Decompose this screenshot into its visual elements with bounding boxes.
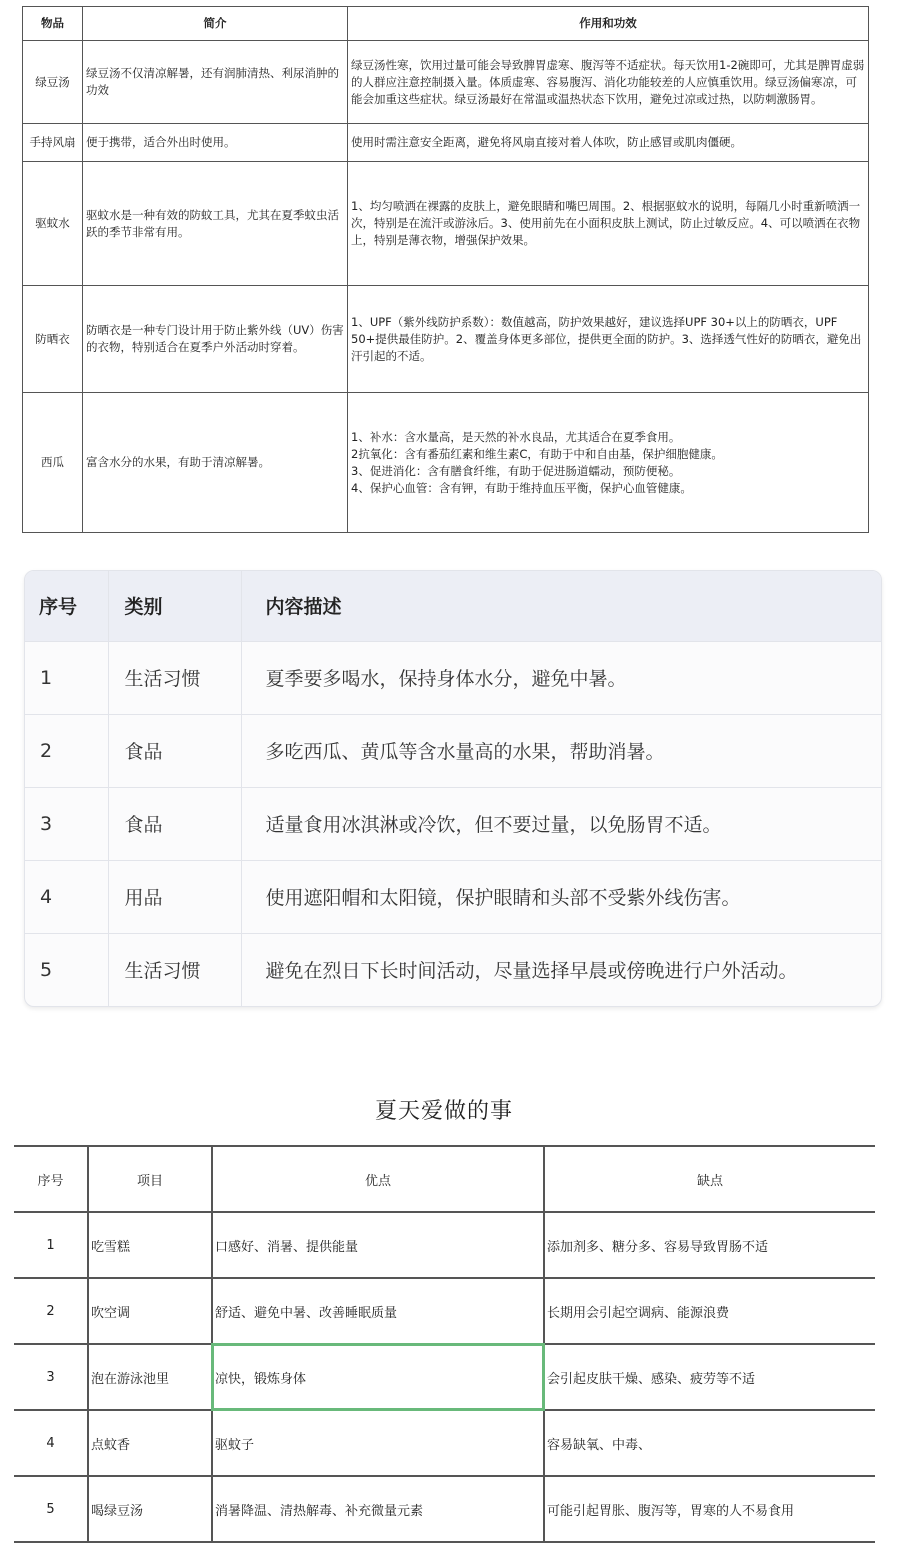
- table-row: [25, 787, 881, 860]
- item-name[interactable]: 防晒衣: [23, 286, 83, 393]
- items-table: [22, 6, 869, 533]
- row-activity[interactable]: 点蚊香: [88, 1410, 212, 1476]
- selected-cell-pros[interactable]: 凉快，锻炼身体: [212, 1344, 544, 1410]
- row-activity[interactable]: 吃雪糕: [88, 1212, 212, 1278]
- row-number[interactable]: 4: [25, 860, 108, 933]
- row-activity[interactable]: 喝绿豆汤: [88, 1476, 212, 1542]
- table-header-row: [25, 571, 881, 641]
- item-effect[interactable]: [348, 162, 869, 286]
- tips-table-card: [24, 570, 882, 1007]
- table-row: [25, 933, 881, 1006]
- row-number[interactable]: 4: [14, 1410, 88, 1476]
- row-description[interactable]: 避免在烈日下长时间活动，尽量选择早晨或傍晚进行户外活动。: [241, 933, 881, 1006]
- item-intro[interactable]: 富含水分的水果，有助于清凉解暑。: [83, 393, 348, 533]
- column-header-number: 序号: [14, 1146, 88, 1212]
- row-pros[interactable]: 舒适、避免中暑、改善睡眠质量: [212, 1278, 544, 1344]
- column-header-category: 类别: [108, 571, 241, 641]
- summer-activities-title: 夏天爱做的事: [374, 1099, 513, 1124]
- row-number[interactable]: 5: [14, 1476, 88, 1542]
- item-intro[interactable]: 驱蚊水是一种有效的防蚊工具，尤其在夏季蚊虫活跃的季节非常有用。: [83, 162, 348, 286]
- table-row: [23, 393, 869, 533]
- table-row: [23, 286, 869, 393]
- item-name[interactable]: 驱蚊水: [23, 162, 83, 286]
- item-effect[interactable]: [348, 124, 869, 162]
- item-effect[interactable]: [348, 393, 869, 533]
- row-number[interactable]: 3: [14, 1344, 88, 1410]
- row-number[interactable]: 1: [25, 641, 108, 714]
- row-activity[interactable]: 泡在游泳池里: [88, 1344, 212, 1410]
- effect-line: 绿豆汤性寒，饮用过量可能会导致脾胃虚寒、腹泻等不适症状。每天饮用1-2碗即可，尤其是脾胃虚弱的人群应注意控制摄入量。体质虚寒、容易腹泻、消化功能较差的人应慎重饮用。绿豆汤偏寒凉，可能会加重这些症状。绿豆汤最好在常温或温热状态下饮用，避免过凉或过热，以防刺激肠胃。: [351, 57, 865, 106]
- row-category[interactable]: 生活习惯: [108, 933, 241, 1006]
- column-header-effect: 作用和功效: [348, 7, 869, 41]
- table-row: [25, 641, 881, 714]
- item-name[interactable]: 手持风扇: [23, 124, 83, 162]
- row-number[interactable]: 1: [14, 1212, 88, 1278]
- row-cons[interactable]: 可能引起胃胀、腹泻等，胃寒的人不易食用: [544, 1476, 875, 1542]
- effect-line: 1、UPF（紫外线防护系数）：数值越高，防护效果越好，建议选择UPF 30+以上的防晒衣，UPF 50+提供最佳防护。2、覆盖身体更多部位，提供更全面的防护。3、选择透气性好的防晒衣，避免出汗引起的不适。: [351, 314, 862, 363]
- column-header-activity: 项目: [88, 1146, 212, 1212]
- column-header-cons: 缺点: [544, 1146, 875, 1212]
- row-description[interactable]: 夏季要多喝水，保持身体水分，避免中暑。: [241, 641, 881, 714]
- table-row: [14, 1410, 875, 1476]
- table-row: [14, 1278, 875, 1344]
- row-cons[interactable]: 添加剂多、糖分多、容易导致胃肠不适: [544, 1212, 875, 1278]
- table-row: [14, 1344, 875, 1410]
- row-number[interactable]: 2: [14, 1278, 88, 1344]
- effect-line: 1、均匀喷洒在裸露的皮肤上，避免眼睛和嘴巴周围。2、根据驱蚊水的说明，每隔几小时重新喷洒一次，特别是在流汗或游泳后。3、使用前先在小面积皮肤上测试，防止过敏反应。4、可以喷洒在衣物上，特别是薄衣物，增强保护效果。: [351, 199, 861, 247]
- row-cons[interactable]: 会引起皮肤干燥、感染、疲劳等不适: [544, 1344, 875, 1410]
- effect-line: 2抗氧化：含有番茄红素和维生素C，有助于中和自由基，保护细胞健康。: [351, 446, 723, 461]
- table-row: [23, 162, 869, 286]
- column-header-pros: 优点: [212, 1146, 544, 1212]
- effect-line: 使用时需注意安全距离，避免将风扇直接对着人体吹，防止感冒或肌肉僵硬。: [351, 135, 742, 149]
- column-header-item: 物品: [23, 7, 83, 41]
- row-cons[interactable]: 长期用会引起空调病、能源浪费: [544, 1278, 875, 1344]
- table-row: [25, 860, 881, 933]
- row-number[interactable]: 2: [25, 714, 108, 787]
- column-header-intro: 简介: [83, 7, 348, 41]
- table-row: [23, 124, 869, 162]
- table-header-row: [23, 7, 869, 41]
- table-row: [14, 1212, 875, 1278]
- row-pros[interactable]: 驱蚊子: [212, 1410, 544, 1476]
- column-header-description: 内容描述: [241, 571, 881, 641]
- table-row: [14, 1476, 875, 1542]
- column-header-number: 序号: [25, 571, 108, 641]
- item-effect[interactable]: [348, 286, 869, 393]
- row-number[interactable]: 3: [25, 787, 108, 860]
- row-category[interactable]: 生活习惯: [108, 641, 241, 714]
- row-cons[interactable]: 容易缺氧、中毒、: [544, 1410, 875, 1476]
- row-number[interactable]: 5: [25, 933, 108, 1006]
- item-intro[interactable]: 便于携带，适合外出时使用。: [83, 124, 348, 162]
- item-intro[interactable]: 防晒衣是一种专门设计用于防止紫外线（UV）伤害的衣物，特别适合在夏季户外活动时穿着。: [83, 286, 348, 393]
- item-effect[interactable]: [348, 41, 869, 124]
- table-row: [23, 41, 869, 124]
- tips-table: [25, 571, 881, 1006]
- row-pros[interactable]: 口感好、消暑、提供能量: [212, 1212, 544, 1278]
- row-category[interactable]: 用品: [108, 860, 241, 933]
- row-category[interactable]: 食品: [108, 787, 241, 860]
- item-name[interactable]: 绿豆汤: [23, 41, 83, 124]
- effect-line: 1、补水：含水量高，是天然的补水良品，尤其适合在夏季食用。: [351, 429, 681, 444]
- summer-activities-table: [14, 1145, 875, 1543]
- item-intro[interactable]: 绿豆汤不仅清凉解暑，还有润肺清热、利尿消肿的功效: [83, 41, 348, 124]
- row-description[interactable]: 使用遮阳帽和太阳镜，保护眼睛和头部不受紫外线伤害。: [241, 860, 881, 933]
- effect-line: 4、保护心血管：含有钾，有助于维持血压平衡，保护心血管健康。: [351, 480, 692, 495]
- table-header-row: [14, 1146, 875, 1212]
- item-name[interactable]: 西瓜: [23, 393, 83, 533]
- table-row: [25, 714, 881, 787]
- row-description[interactable]: 多吃西瓜、黄瓜等含水量高的水果，帮助消暑。: [241, 714, 881, 787]
- row-pros[interactable]: 消暑降温、清热解毒、补充微量元素: [212, 1476, 544, 1542]
- effect-line: 3、促进消化：含有膳食纤维，有助于促进肠道蠕动，预防便秘。: [351, 463, 681, 478]
- row-activity[interactable]: 吹空调: [88, 1278, 212, 1344]
- row-description[interactable]: 适量食用冰淇淋或冷饮，但不要过量，以免肠胃不适。: [241, 787, 881, 860]
- row-category[interactable]: 食品: [108, 714, 241, 787]
